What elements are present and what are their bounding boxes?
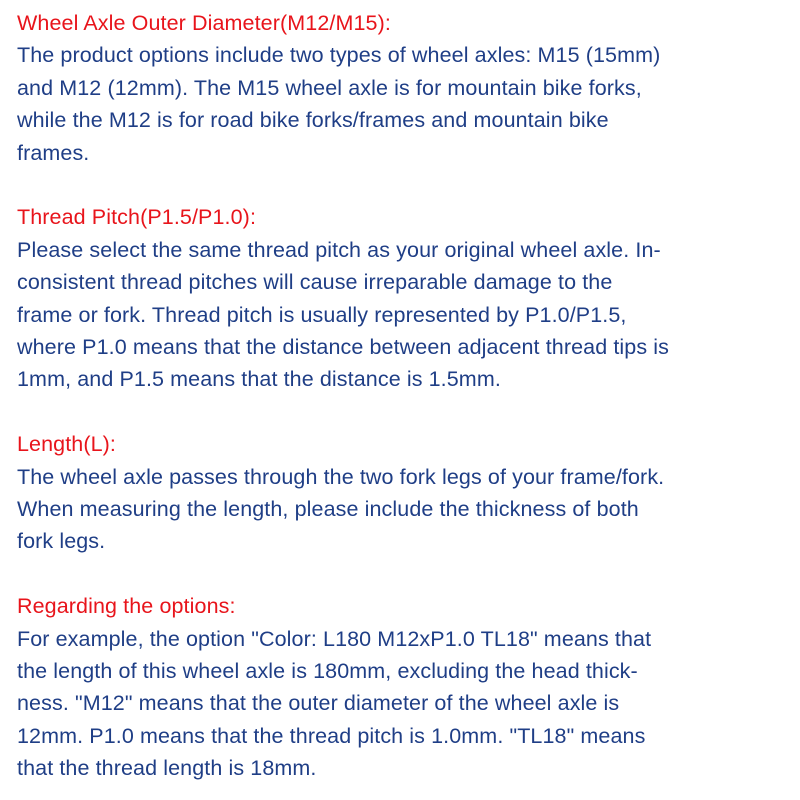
body-line: The product options include two types of wheel axles: M15 (15mm)	[17, 43, 661, 68]
section-heading: Wheel Axle Outer Diameter(M12/M15):	[17, 11, 391, 35]
body-line: frames.	[17, 140, 90, 165]
section-length	[17, 428, 792, 558]
section-wheel-axle-outer-diameter	[17, 7, 792, 169]
body-line: 1mm, and P1.5 means that the distance is 1.5mm.	[17, 367, 501, 392]
section-heading: Length(L):	[17, 432, 117, 457]
body-line: the length of this wheel axle is 180mm, excluding the head thick-	[17, 659, 638, 684]
section-heading: Thread Pitch(P1.5/P1.0):	[17, 205, 257, 230]
body-line: For example, the option "Color: L180 M12xP1.0 TL18" means that	[17, 626, 652, 651]
section-heading: Regarding the options:	[17, 594, 236, 619]
body-line: 12mm. P1.0 means that the thread pitch is 1.0mm. "TL18" means	[17, 723, 646, 748]
body-line: that the thread length is 18mm.	[17, 756, 317, 781]
body-line: where P1.0 means that the distance between adjacent thread tips is	[17, 335, 669, 360]
body-line: frame or fork. Thread pitch is usually represented by P1.0/P1.5,	[17, 302, 627, 327]
section-thread-pitch	[17, 201, 792, 395]
body-line: consistent thread pitches will cause irreparable damage to the	[17, 270, 613, 295]
body-line: The wheel axle passes through the two fork legs of your frame/fork.	[17, 464, 665, 489]
body-line: Please select the same thread pitch as your original wheel axle. In-	[17, 237, 661, 262]
body-line: When measuring the length, please include the thickness of both	[17, 497, 639, 522]
body-line: while the M12 is for road bike forks/frames and mountain bike	[17, 108, 609, 133]
section-regarding-options	[17, 590, 792, 784]
body-line: ness. "M12" means that the outer diameter of the wheel axle is	[17, 691, 620, 716]
product-description	[17, 7, 792, 785]
body-line: and M12 (12mm). The M15 wheel axle is for mountain bike forks,	[17, 75, 642, 100]
body-line: fork legs.	[17, 529, 106, 554]
